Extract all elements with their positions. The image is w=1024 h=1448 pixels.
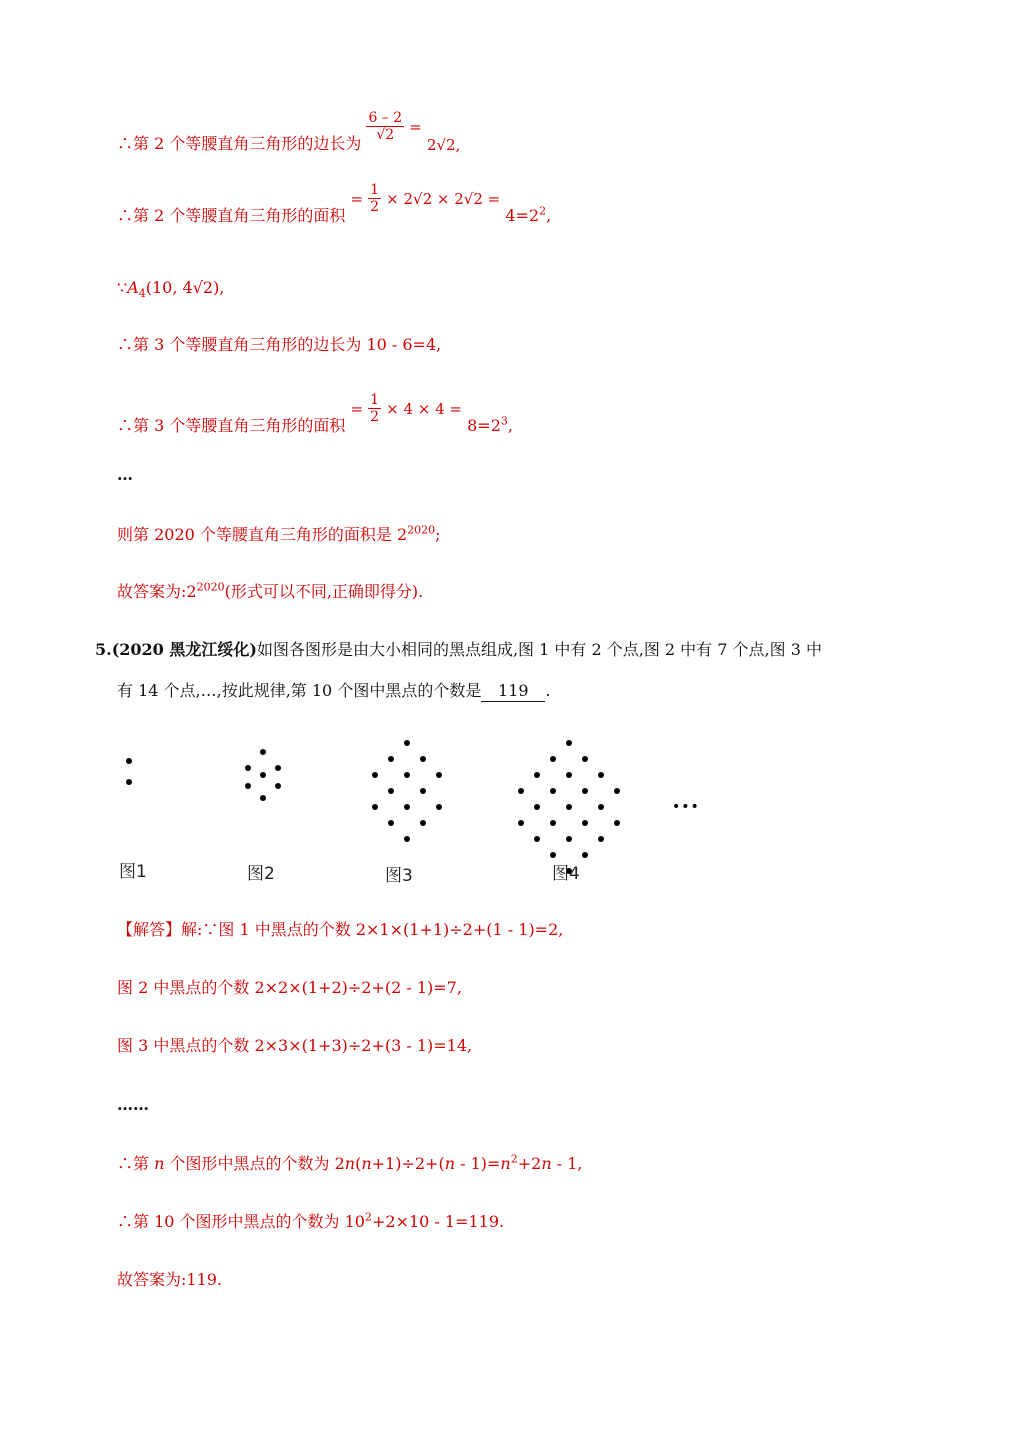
fraction: [368, 392, 381, 425]
dot: [566, 804, 572, 810]
dot: [566, 836, 572, 842]
dot: [275, 765, 281, 771]
answer-text: 故答案为:119.: [117, 1270, 223, 1289]
dot: [126, 758, 132, 764]
problem-source: (2020 黑龙江绥化): [111, 640, 257, 659]
text-part: (: [355, 1154, 362, 1173]
step-side-length-2: [117, 110, 461, 161]
solution-text: 解:∵图 1 中黑点的个数 2×1×(1+1)÷2+(1 ‐ 1)=2,: [181, 920, 564, 939]
dot: [436, 804, 442, 810]
fraction-denominator: 2: [370, 199, 380, 215]
problem-5-line-1: [95, 640, 822, 660]
variable-n: n: [154, 1154, 165, 1173]
dot: [582, 788, 588, 794]
dot: [582, 756, 588, 762]
dot: [550, 788, 556, 794]
exponent: 2020: [407, 523, 436, 537]
ellipsis: [117, 465, 133, 485]
solution-text: 图 2 中黑点的个数 2×2×(1+2)÷2+(2 ‐ 1)=7,: [117, 978, 462, 997]
result-base: 8=2: [467, 416, 501, 435]
dot: [550, 756, 556, 762]
variable-n: n: [500, 1154, 511, 1173]
exponent: 2: [510, 1152, 518, 1166]
exponent: 2: [539, 204, 547, 218]
dot: [260, 749, 266, 755]
result: 2√2,: [426, 135, 461, 154]
dot: [598, 804, 604, 810]
dot: [388, 820, 394, 826]
step-text: ∴第 3 个等腰直角三角形的面积: [117, 416, 346, 435]
dot: [598, 836, 604, 842]
dot: [404, 740, 410, 746]
equals-sign: =: [350, 189, 364, 208]
dot: [420, 820, 426, 826]
dot: [372, 772, 378, 778]
dot: [388, 756, 394, 762]
ellipsis-text: ……: [117, 1095, 149, 1114]
problem-text: 有 14 个点,…,按此规律,第 10 个图中黑点的个数是: [117, 681, 482, 700]
subscript: 4: [138, 287, 146, 301]
text-part: ‐ 1,: [551, 1154, 583, 1173]
punct: .: [545, 681, 551, 700]
dot: [420, 788, 426, 794]
problem-number: 5.: [95, 640, 112, 659]
ellipsis-text: …: [117, 465, 133, 484]
punct: ,: [507, 416, 513, 435]
equals-sign: =: [409, 117, 422, 136]
result: [467, 416, 513, 435]
conclusion-text: 则第 2020 个等腰直角三角形的面积是 2: [117, 525, 408, 544]
figure-label: 图3: [385, 866, 413, 886]
variable-n: n: [361, 1154, 372, 1173]
step-side-length-3: [117, 335, 441, 355]
punct: ,: [546, 206, 552, 225]
text-part: ∴第 10 个图形中黑点的个数为 10: [117, 1212, 365, 1231]
solution-ellipsis: [117, 1095, 149, 1115]
problem-text: 如图各图形是由大小相同的黑点组成,图 1 中有 2 个点,图 2 中有 7 个点,图 3 中: [256, 640, 822, 659]
dot: [566, 772, 572, 778]
dot: [260, 795, 266, 801]
figure-ellipsis: •••: [672, 799, 700, 815]
fraction: [366, 110, 404, 143]
dot: [372, 804, 378, 810]
point-name: A: [127, 278, 139, 297]
text-part: ∴第: [117, 1154, 155, 1173]
dot: [550, 820, 556, 826]
dot: [518, 820, 524, 826]
dot: [582, 852, 588, 858]
exponent: 3: [500, 414, 508, 428]
exponent: 2: [364, 1210, 372, 1224]
problem-5-line-2: [117, 681, 550, 702]
answer-line-problem4: [117, 582, 423, 602]
exponent: 2020: [196, 580, 225, 594]
result: [505, 206, 551, 225]
answer-note: (形式可以不同,正确即得分).: [224, 582, 424, 601]
dot: [260, 772, 266, 778]
solution-text: 图 3 中黑点的个数 2×3×(1+3)÷2+(3 ‐ 1)=14,: [117, 1036, 473, 1055]
fraction-denominator: √2: [376, 127, 395, 143]
figure-label: 图1: [119, 862, 147, 882]
fraction-numerator: 1: [370, 182, 380, 198]
punct: ;: [435, 525, 441, 544]
dot: [388, 788, 394, 794]
figure-label: 图2: [247, 864, 275, 884]
dot: [566, 740, 572, 746]
variable-n: n: [344, 1154, 356, 1173]
dot: [518, 788, 524, 794]
dot: [598, 772, 604, 778]
text-part: +2×10 ‐ 1=119.: [371, 1212, 505, 1231]
fraction: [368, 182, 381, 215]
dot: [534, 772, 540, 778]
solution-line-2: [117, 978, 462, 998]
fraction-numerator: 6 – 2: [368, 110, 403, 126]
solution-line-1: [117, 920, 563, 940]
solution-line-3: [117, 1036, 472, 1056]
solution-general-formula: [117, 1154, 582, 1174]
expression: × 4 × 4 =: [386, 399, 463, 418]
answer-blank: 119: [481, 681, 545, 702]
dot: [550, 852, 556, 858]
coordinates: (10, 4√2),: [145, 278, 225, 297]
dot: [126, 779, 132, 785]
final-answer: [117, 1270, 222, 1290]
dot: [582, 820, 588, 826]
given-point-a4: [117, 278, 225, 301]
dot: [245, 783, 251, 789]
dot-pattern-figures: [117, 735, 717, 885]
answer-text: 故答案为:2: [117, 582, 197, 601]
dot: [534, 836, 540, 842]
fraction-denominator: 2: [370, 409, 380, 425]
dot: [404, 772, 410, 778]
result-base: 4=2: [505, 206, 540, 225]
text-part: ‐ 1)=: [455, 1154, 501, 1173]
equals-sign: =: [350, 399, 364, 418]
step-text: ∴第 3 个等腰直角三角形的边长为 10 ‐ 6=4,: [117, 335, 442, 354]
dot: [614, 820, 620, 826]
dot: [404, 804, 410, 810]
variable-n: n: [541, 1154, 552, 1173]
dot: [404, 836, 410, 842]
conclusion-area-2020: [117, 525, 441, 545]
step-text: ∴第 2 个等腰直角三角形的边长为: [117, 134, 362, 153]
variable-n: n: [444, 1154, 456, 1173]
expression: × 2√2 × 2√2 =: [386, 189, 501, 208]
dot: [436, 772, 442, 778]
dot: [275, 783, 281, 789]
dot: [614, 788, 620, 794]
text-part: +1)÷2+(: [371, 1154, 445, 1173]
figure-label: 图4: [552, 864, 580, 884]
text-part: 个图形中黑点的个数为 2: [164, 1154, 345, 1173]
dot: [245, 765, 251, 771]
solution-n10: [117, 1212, 504, 1232]
fraction-numerator: 1: [370, 392, 380, 408]
text-part: +2: [517, 1154, 542, 1173]
step-text: ∴第 2 个等腰直角三角形的面积: [117, 206, 346, 225]
because-symbol: ∵: [117, 278, 128, 297]
dot: [420, 756, 426, 762]
solution-tag: 【解答】: [117, 920, 182, 939]
dot: [534, 804, 540, 810]
